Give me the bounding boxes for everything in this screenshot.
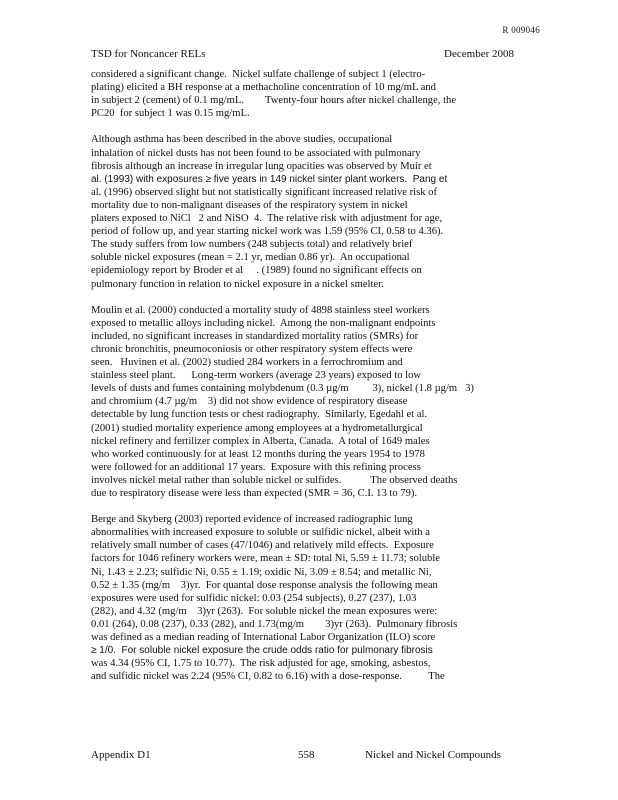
text-line: involves nickel metal rather than soluble nickel or sulfides. The observed deaths <box>91 474 458 486</box>
text-line: stainless steel plant. Long-term workers (average 23 years) exposed to low <box>91 370 422 382</box>
body-text <box>91 68 521 683</box>
paragraph <box>91 68 521 120</box>
text-line: Although asthma has been described in the above studies, occupational <box>91 134 393 146</box>
text-line: was defined as a median reading of International Labor Organization (ILO) score <box>91 632 436 644</box>
text-line: and chromium (4.7 µg/m 3) did not show evidence of respiratory disease <box>91 396 408 408</box>
text-line: 0.01 (264), 0.08 (237), 0.33 (282), and 1.73(mg/m 3)yr (263). Pulmonary fibrosis <box>91 618 458 630</box>
text-line: PC20 for subject 1 was 0.15 mg/mL. <box>91 108 250 120</box>
text-line: period of follow up, and year starting nickel work was 1.59 (95% CI, 0.58 to 4.36). <box>91 226 444 238</box>
text-line: fibrosis although an increase in irregular lung opacities was observed by Muir et <box>91 160 432 172</box>
footer-page-number: 558 <box>298 749 315 761</box>
text-line: in subject 2 (cement) of 0.1 mg/mL. Twenty-four hours after nickel challenge, the <box>91 95 457 107</box>
text-line: (2001) studied mortality experience among employees at a hydrometallurgical <box>91 422 423 434</box>
text-line: Ni, 1.43 ± 2.23; sulfidic Ni, 0.55 ± 1.19; oxidic Ni, 3.09 ± 8.54; and metallic Ni, <box>91 566 432 578</box>
text-line: The study suffers from low numbers (248 subjects total) and relatively brief <box>91 239 413 251</box>
paragraph <box>91 513 521 683</box>
text-line: inhalation of nickel dusts has not been found to be associated with pulmonary <box>91 147 421 159</box>
document-id: R 009046 <box>502 25 540 35</box>
footer-title: Nickel and Nickel Compounds <box>365 749 501 761</box>
text-line: who worked continuously for at least 12 months during the years 1954 to 1978 <box>91 448 425 460</box>
text-line: detectable by lung function tests or chest radiography. Similarly, Egedahl et al. <box>91 409 428 421</box>
text-line: chronic bronchitis, pneumoconiosis or other respiratory system effects were <box>91 343 413 355</box>
text-line: relatively small number of cases (47/1046) and relatively mild effects. Exposure <box>91 540 434 552</box>
text-line: included, no significant increases in standardized mortality ratios (SMRs) for <box>91 330 419 342</box>
text-line: soluble nickel exposures (mean = 2.1 yr, median 0.86 yr). An occupational <box>91 252 410 264</box>
text-line: exposed to metallic alloys including nickel. Among the non-malignant endpoints <box>91 317 436 329</box>
text-line: levels of dusts and fumes containing molybdenum (0.3 µg/m 3), nickel (1.8 µg/m 3) <box>91 383 474 395</box>
text-line: abnormalities with increased exposure to soluble or sulfidic nickel, albeit with a <box>91 527 430 539</box>
text-line: seen. Huvinen et al. (2002) studied 284 workers in a ferrochromium and <box>91 357 403 369</box>
text-line: ≥ 1/0. For soluble nickel exposure the crude odds ratio for pulmonary fibrosis <box>91 645 433 657</box>
paragraph <box>91 304 521 500</box>
text-line: due to respiratory disease were less than expected (SMR = 36, C.I. 13 to 79). <box>91 488 418 499</box>
text-line: plating) elicited a BH response at a methacholine concentration of 10 mg/mL and <box>91 82 436 94</box>
text-line: 0.52 ± 1.35 (mg/m 3)yr. For quantal dose response analysis the following mean <box>91 579 438 591</box>
text-line: nickel refinery and fertilizer complex in Alberta, Canada. A total of 1649 males <box>91 435 430 447</box>
text-line: (282), and 4.32 (mg/m 3)yr (263). For soluble nickel the mean exposures were: <box>91 605 438 617</box>
text-line: platers exposed to NiCl 2 and NiSO 4. The relative risk with adjustment for age, <box>91 213 443 225</box>
text-line: mortality due to non-malignant diseases of the respiratory system in nickel <box>91 199 408 211</box>
text-line: Moulin et al. (2000) conducted a mortality study of 4898 stainless steel workers <box>91 304 430 316</box>
text-line: exposures were used for sulfidic nickel: 0.03 (254 subjects), 0.27 (237), 1.03 <box>91 592 417 604</box>
text-line: were followed for an additional 17 years. Exposure with this refining process <box>91 461 421 473</box>
text-line: al. (1993) with exposures ≥ five years in 149 nickel sinter plant workers. Pang et <box>91 173 448 185</box>
text-line: considered a significant change. Nickel sulfate challenge of subject 1 (electro- <box>91 69 426 80</box>
text-line: pulmonary function in relation to nickel exposure in a nickel smelter. <box>91 278 384 290</box>
text-line: factors for 1046 refinery workers were, mean ± SD: total Ni, 5.59 ± 11.73; soluble <box>91 553 440 565</box>
header-title: TSD for Noncancer RELs <box>91 48 206 60</box>
text-line: Berge and Skyberg (2003) reported evidence of increased radiographic lung <box>91 514 413 526</box>
text-line: epidemiology report by Broder et al . (1989) found no significant effects on <box>91 265 422 277</box>
footer-appendix: Appendix D1 <box>91 749 151 761</box>
text-line: and sulfidic nickel was 2.24 (95% CI, 0.82 to 6.16) with a dose-response. The <box>91 671 445 683</box>
header-date: December 2008 <box>444 48 514 60</box>
paragraph <box>91 133 521 290</box>
text-line: was 4.34 (95% CI, 1.75 to 10.77). The risk adjusted for age, smoking, asbestos, <box>91 658 431 670</box>
text-line: al. (1996) observed slight but not statistically significant increased relative risk of <box>91 186 437 198</box>
